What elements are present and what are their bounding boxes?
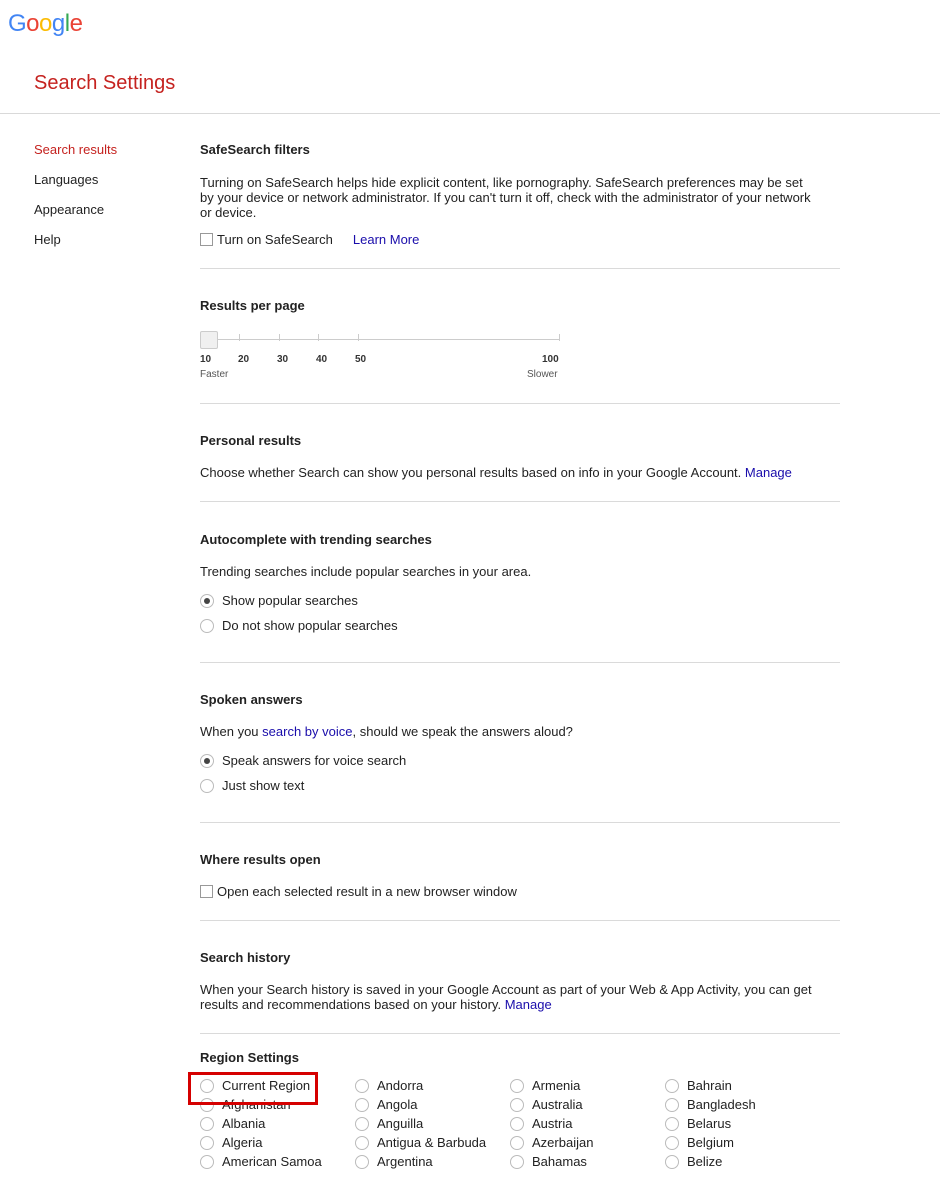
sidebar-item-languages[interactable]: Languages [34,172,99,187]
region-label[interactable]: Armenia [532,1078,581,1093]
region-radio[interactable] [355,1079,369,1093]
tick-label-100: 100 [542,354,559,365]
personal-description-text: Choose whether Search can show you personal results based on info in your Google Account. [200,465,742,480]
hide-popular-label[interactable]: Do not show popular searches [222,618,398,633]
spoken-answers-section [200,663,840,823]
slider-thumb[interactable] [200,331,218,349]
spoken-desc-after: , should we speak the answers aloud? [352,724,573,739]
region-label[interactable]: Azerbaijan [532,1135,594,1150]
region-grid [200,1076,840,1171]
section-title: Spoken answers [200,692,303,707]
region-radio[interactable] [355,1136,369,1150]
region-option[interactable] [510,1152,665,1171]
slider-tick [318,334,319,341]
safesearch-checkbox-label[interactable]: Turn on SafeSearch [217,232,333,247]
section-title: SafeSearch filters [200,142,310,157]
show-popular-option[interactable] [200,588,840,613]
region-label[interactable]: Belize [687,1154,723,1169]
show-popular-label[interactable]: Show popular searches [222,593,358,608]
region-option[interactable] [665,1114,820,1133]
region-radio[interactable] [665,1098,679,1112]
region-label[interactable]: Bahrain [687,1078,732,1093]
search-by-voice-link[interactable]: search by voice [262,724,353,739]
section-title: Personal results [200,433,302,448]
sidebar-item-appearance[interactable]: Appearance [34,202,105,217]
region-option[interactable] [510,1095,665,1114]
slider-tick [279,334,280,341]
section-title: Region Settings [200,1050,299,1065]
region-radio[interactable] [510,1155,524,1169]
region-option[interactable] [665,1152,820,1171]
region-radio[interactable] [355,1155,369,1169]
new-window-label[interactable]: Open each selected result in a new browser window [217,884,517,899]
section-title: Results per page [200,298,305,313]
section-title: Autocomplete with trending searches [200,532,432,547]
autocomplete-section [200,502,840,663]
history-manage-link[interactable]: Manage [504,997,552,1012]
region-option[interactable] [510,1076,665,1095]
region-label[interactable]: Belarus [687,1116,732,1131]
faster-label: Faster [200,369,229,380]
region-radio[interactable] [510,1136,524,1150]
region-radio[interactable] [355,1117,369,1131]
tick-label-20: 20 [238,354,250,365]
region-option[interactable] [200,1152,355,1171]
slider-tick [358,334,359,341]
region-radio[interactable] [510,1098,524,1112]
region-option[interactable] [665,1095,820,1114]
google-logo[interactable]: Google [8,10,83,37]
new-window-row [200,884,840,899]
hide-popular-radio[interactable] [200,619,214,633]
region-option[interactable] [510,1114,665,1133]
region-label[interactable]: Current Region [222,1078,311,1093]
region-radio[interactable] [355,1098,369,1112]
region-settings-section [200,1034,840,1171]
header-divider [0,113,940,114]
region-column [510,1076,665,1171]
region-label[interactable]: Bahamas [532,1154,587,1169]
region-radio[interactable] [665,1136,679,1150]
personal-description [200,465,840,480]
region-option[interactable] [355,1133,510,1152]
personal-results-section [200,404,840,502]
spoken-description [200,724,840,739]
slider-track[interactable] [208,339,560,340]
region-label[interactable]: Afghanistan [222,1097,291,1112]
region-label[interactable]: Algeria [222,1135,263,1150]
search-history-section [200,921,840,1034]
safesearch-section [200,142,840,269]
speak-answers-label[interactable]: Speak answers for voice search [222,753,407,768]
sidebar-item-search-results[interactable]: Search results [34,142,118,157]
region-label[interactable]: Andorra [377,1078,424,1093]
just-text-label[interactable]: Just show text [222,778,305,793]
tick-label-50: 50 [355,354,367,365]
section-title: Where results open [200,852,321,867]
sidebar [34,142,117,262]
history-description [200,982,820,1012]
region-label[interactable]: Bangladesh [687,1097,756,1112]
section-title: Search history [200,950,291,965]
slider-tick [559,334,560,341]
region-option[interactable] [355,1114,510,1133]
region-option[interactable] [665,1076,820,1095]
results-per-page-slider[interactable] [200,314,560,380]
region-option[interactable] [200,1076,355,1095]
region-label[interactable]: American Samoa [222,1154,322,1169]
hide-popular-option[interactable] [200,613,840,638]
tick-label-10: 10 [200,354,212,365]
region-label[interactable]: Anguilla [377,1116,424,1131]
region-label[interactable]: Antigua & Barbuda [377,1135,487,1150]
tick-label-40: 40 [316,354,328,365]
region-radio[interactable] [665,1155,679,1169]
region-column [665,1076,820,1171]
region-radio[interactable] [200,1155,214,1169]
region-radio[interactable] [510,1079,524,1093]
history-description-text: When your Search history is saved in your Google Account as part of your Web & App Activity, you can get results and recommendations based on your history. [200,982,812,1012]
speak-answers-radio[interactable] [200,754,214,768]
safesearch-checkbox[interactable] [200,233,213,246]
results-per-page-section [200,269,840,404]
results-open-section [200,823,840,921]
region-option[interactable] [200,1095,355,1114]
region-option[interactable] [510,1133,665,1152]
region-radio[interactable] [665,1079,679,1093]
region-option[interactable] [200,1114,355,1133]
region-radio[interactable] [200,1079,214,1093]
new-window-checkbox[interactable] [200,885,213,898]
safesearch-description: Turning on SafeSearch helps hide explicit content, like pornography. SafeSearch preferences may be set by your device or network administrator. If you can't turn it off, check with the administrator of your network or device. [200,175,811,220]
region-label[interactable]: Austria [532,1116,573,1131]
spoken-desc-before: When you [200,724,263,739]
settings-main [200,142,840,1171]
learn-more-link[interactable]: Learn More [352,232,420,247]
slower-label: Slower [527,369,558,380]
personal-manage-link[interactable]: Manage [744,465,792,480]
region-radio[interactable] [510,1117,524,1131]
region-label[interactable]: Angola [377,1097,418,1112]
show-popular-radio[interactable] [200,594,214,608]
sidebar-item-help[interactable]: Help [34,232,61,247]
region-column [355,1076,510,1171]
region-column [200,1076,355,1171]
region-option[interactable] [355,1152,510,1171]
region-option[interactable] [355,1076,510,1095]
region-radio[interactable] [200,1098,214,1112]
region-radio[interactable] [665,1117,679,1131]
page-title: Search Settings [34,72,176,94]
just-text-option[interactable] [200,773,840,798]
tick-label-30: 30 [277,354,289,365]
safesearch-row [200,232,840,247]
slider-tick [239,334,240,341]
speak-answers-option[interactable] [200,748,840,773]
region-radio[interactable] [200,1117,214,1131]
autocomplete-description: Trending searches include popular searches in your area. [200,564,532,579]
region-option[interactable] [200,1133,355,1152]
region-label[interactable]: Australia [532,1097,583,1112]
region-option[interactable] [355,1095,510,1114]
region-label[interactable]: Albania [222,1116,266,1131]
region-label[interactable]: Argentina [377,1154,433,1169]
region-option[interactable] [665,1133,820,1152]
region-label[interactable]: Belgium [687,1135,734,1150]
just-text-radio[interactable] [200,779,214,793]
region-radio[interactable] [200,1136,214,1150]
